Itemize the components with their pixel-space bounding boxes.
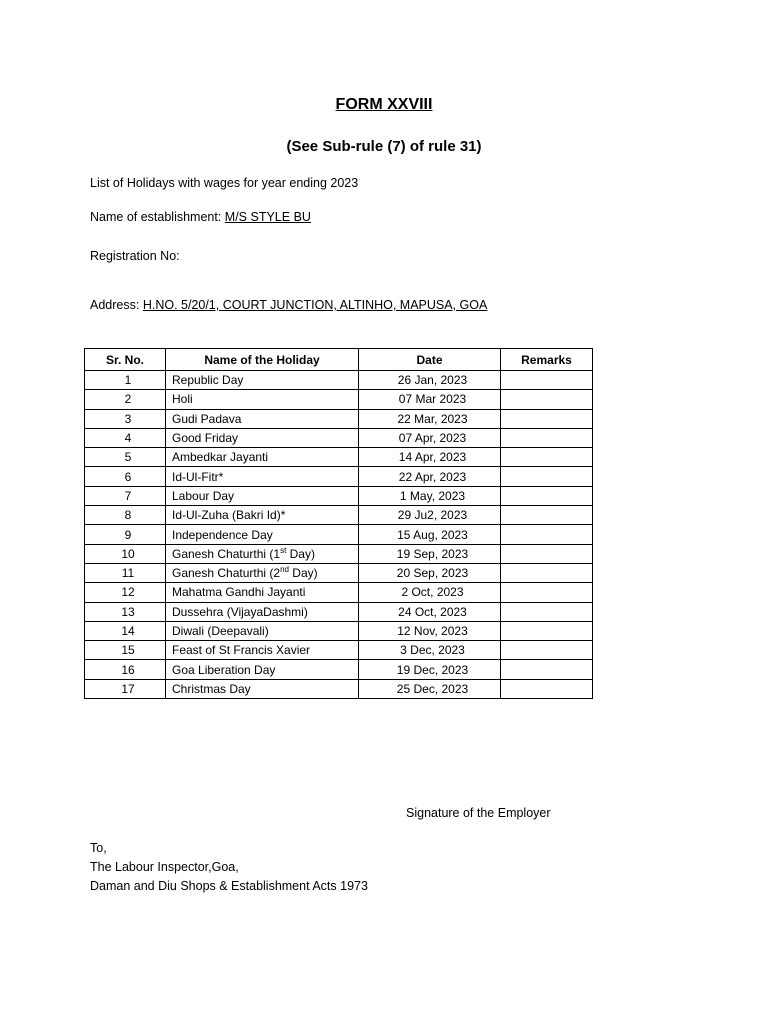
table-row xyxy=(85,660,593,679)
cell-remarks xyxy=(501,409,593,428)
cell-sr-no: 6 xyxy=(85,467,166,486)
cell-remarks xyxy=(501,563,593,582)
cell-date: 29 Ju2, 2023 xyxy=(359,506,501,525)
cell-holiday-name xyxy=(166,506,359,525)
address-label: Address: xyxy=(90,298,143,312)
holiday-name-text: Ganesh Chaturthi (2 xyxy=(172,566,281,581)
holiday-name-text: Gudi Padava xyxy=(172,411,242,426)
cell-remarks xyxy=(501,602,593,621)
holiday-name-text: Id-Ul-Zuha (Bakri Id)* xyxy=(172,508,286,523)
cell-sr-no: 4 xyxy=(85,428,166,447)
table-row xyxy=(85,602,593,621)
table-row xyxy=(85,679,593,698)
cell-remarks xyxy=(501,641,593,660)
cell-date: 14 Apr, 2023 xyxy=(359,448,501,467)
cell-sr-no: 14 xyxy=(85,621,166,640)
holiday-name-text: Mahatma Gandhi Jayanti xyxy=(172,585,306,600)
cell-holiday-name xyxy=(166,679,359,698)
cell-remarks xyxy=(501,371,593,390)
holiday-name-text: Goa Liberation Day xyxy=(172,662,276,677)
cell-date: 07 Apr, 2023 xyxy=(359,428,501,447)
cell-sr-no: 1 xyxy=(85,371,166,390)
cell-remarks xyxy=(501,621,593,640)
header-holiday-name: Name of the Holiday xyxy=(166,349,359,371)
holiday-name-text: Holi xyxy=(172,392,193,407)
cell-holiday-name xyxy=(166,390,359,409)
cell-holiday-name xyxy=(166,563,359,582)
cell-date: 07 Mar 2023 xyxy=(359,390,501,409)
cell-date: 22 Mar, 2023 xyxy=(359,409,501,428)
table-row xyxy=(85,544,593,563)
cell-sr-no: 17 xyxy=(85,679,166,698)
cell-holiday-name xyxy=(166,371,359,390)
cell-date: 22 Apr, 2023 xyxy=(359,467,501,486)
cell-date: 2 Oct, 2023 xyxy=(359,583,501,602)
header-remarks: Remarks xyxy=(501,349,593,371)
holiday-table-body xyxy=(85,371,593,699)
recipient-line-2: Daman and Diu Shops & Establishment Acts 1973 xyxy=(90,879,368,893)
cell-holiday-name xyxy=(166,486,359,505)
cell-sr-no: 16 xyxy=(85,660,166,679)
cell-sr-no: 5 xyxy=(85,448,166,467)
recipient-line-1: The Labour Inspector,Goa, xyxy=(90,860,239,874)
table-row xyxy=(85,525,593,544)
holiday-name-text: Good Friday xyxy=(172,431,239,446)
form-subtitle: (See Sub-rule (7) of rule 31) xyxy=(286,138,482,155)
cell-holiday-name xyxy=(166,621,359,640)
cell-date: 1 May, 2023 xyxy=(359,486,501,505)
cell-date: 24 Oct, 2023 xyxy=(359,602,501,621)
cell-date: 26 Jan, 2023 xyxy=(359,371,501,390)
list-description: List of Holidays with wages for year ending 2023 xyxy=(90,176,359,190)
cell-holiday-name xyxy=(166,409,359,428)
address-value: H.NO. 5/20/1, COURT JUNCTION, ALTINHO, MAPUSA, GOA xyxy=(142,298,488,312)
cell-holiday-name xyxy=(166,583,359,602)
cell-sr-no: 7 xyxy=(85,486,166,505)
holiday-name-text: Republic Day xyxy=(172,373,244,388)
establishment-line xyxy=(90,210,311,224)
holiday-name-text: Christmas Day xyxy=(172,681,251,696)
header-sr-no: Sr. No. xyxy=(85,349,166,371)
cell-remarks xyxy=(501,544,593,563)
table-row xyxy=(85,506,593,525)
header-date: Date xyxy=(359,349,501,371)
employer-signature: Signature of the Employer xyxy=(406,806,551,820)
table-row xyxy=(85,390,593,409)
establishment-value: M/S STYLE BU xyxy=(224,210,311,224)
cell-date: 15 Aug, 2023 xyxy=(359,525,501,544)
table-row xyxy=(85,641,593,660)
cell-remarks xyxy=(501,583,593,602)
holiday-name-text: Dussehra (VijayaDashmi) xyxy=(172,604,308,619)
cell-sr-no: 12 xyxy=(85,583,166,602)
cell-sr-no: 9 xyxy=(85,525,166,544)
holiday-name-suffix: Day) xyxy=(286,546,315,561)
cell-holiday-name xyxy=(166,448,359,467)
table-row xyxy=(85,583,593,602)
holiday-name-text: Independence Day xyxy=(172,527,273,542)
holiday-name-text: Ambedkar Jayanti xyxy=(172,450,269,465)
ordinal-suffix: st xyxy=(280,545,287,555)
ordinal-suffix: nd xyxy=(280,565,289,575)
cell-remarks xyxy=(501,486,593,505)
cell-remarks xyxy=(501,428,593,447)
table-row xyxy=(85,563,593,582)
cell-sr-no: 15 xyxy=(85,641,166,660)
cell-sr-no: 11 xyxy=(85,563,166,582)
cell-remarks xyxy=(501,525,593,544)
cell-remarks xyxy=(501,390,593,409)
holiday-name-text: Labour Day xyxy=(172,488,235,503)
table-row xyxy=(85,486,593,505)
cell-remarks xyxy=(501,467,593,486)
holiday-name-text: Diwali (Deepavali) xyxy=(172,624,269,638)
establishment-label: Name of establishment: xyxy=(90,210,225,224)
table-row xyxy=(85,621,593,640)
cell-date: 19 Sep, 2023 xyxy=(359,544,501,563)
cell-sr-no: 2 xyxy=(85,390,166,409)
cell-sr-no: 13 xyxy=(85,602,166,621)
cell-holiday-name xyxy=(166,467,359,486)
cell-holiday-name xyxy=(166,660,359,679)
cell-date: 3 Dec, 2023 xyxy=(359,641,501,660)
cell-date: 19 Dec, 2023 xyxy=(359,660,501,679)
table-row xyxy=(85,428,593,447)
cell-sr-no: 3 xyxy=(85,409,166,428)
table-row xyxy=(85,467,593,486)
cell-sr-no: 8 xyxy=(85,506,166,525)
address-line xyxy=(90,298,487,312)
cell-holiday-name xyxy=(166,641,359,660)
form-title: FORM XXVIII xyxy=(335,96,433,113)
holiday-name-text: Ganesh Chaturthi (1 xyxy=(172,546,281,561)
cell-holiday-name xyxy=(166,428,359,447)
table-row xyxy=(85,371,593,390)
cell-date: 25 Dec, 2023 xyxy=(359,679,501,698)
holiday-name-suffix: Day) xyxy=(288,566,318,581)
cell-remarks xyxy=(501,660,593,679)
cell-date: 12 Nov, 2023 xyxy=(359,621,501,640)
cell-sr-no: 10 xyxy=(85,544,166,563)
cell-remarks xyxy=(501,448,593,467)
table-header-row xyxy=(85,349,593,371)
holiday-name-text: Feast of St Francis Xavier xyxy=(172,643,311,658)
registration-label: Registration No: xyxy=(90,249,180,263)
cell-holiday-name xyxy=(166,544,359,563)
table-row xyxy=(85,409,593,428)
cell-holiday-name xyxy=(166,525,359,544)
holiday-table xyxy=(84,348,593,699)
cell-remarks xyxy=(501,506,593,525)
cell-remarks xyxy=(501,679,593,698)
holiday-name-text: Id-Ul-Fitr* xyxy=(172,469,224,484)
cell-holiday-name xyxy=(166,602,359,621)
table-row xyxy=(85,448,593,467)
to-label: To, xyxy=(90,841,107,855)
cell-date: 20 Sep, 2023 xyxy=(359,563,501,582)
